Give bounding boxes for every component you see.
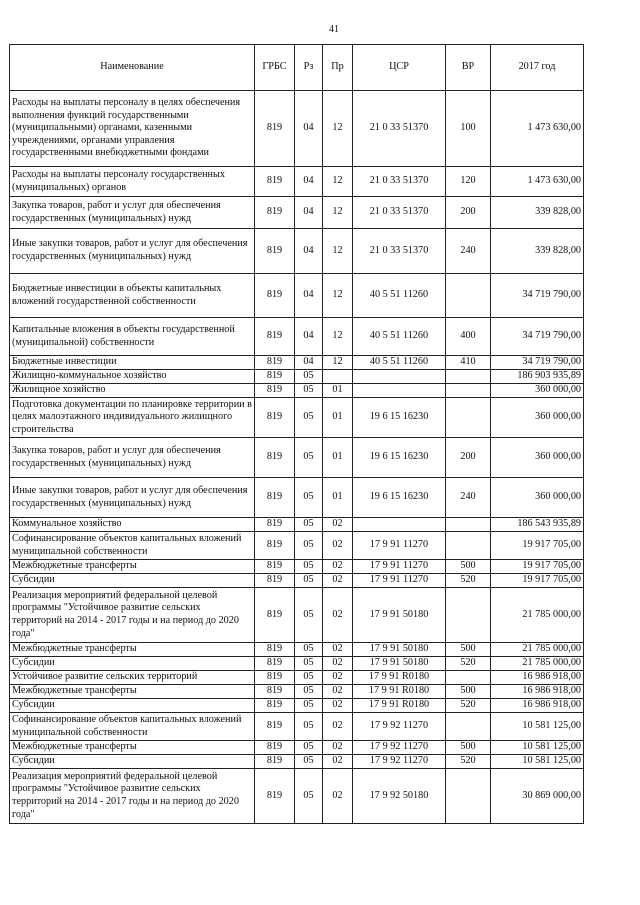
table-row (10, 532, 584, 560)
row-rz: 04 (295, 197, 323, 229)
row-pr: 02 (323, 588, 353, 643)
row-name: Бюджетные инвестиции в объекты капитальных вложений государственной собственности (10, 274, 255, 318)
row-csr: 19 6 15 16230 (353, 438, 446, 478)
row-vr: 240 (446, 229, 491, 274)
table-row (10, 370, 584, 384)
row-pr: 12 (323, 229, 353, 274)
table-row (10, 356, 584, 370)
row-pr: 02 (323, 671, 353, 685)
row-name: Софинансирование объектов капитальных вложений муниципальной собственности (10, 532, 255, 560)
row-grbs: 819 (255, 588, 295, 643)
row-grbs: 819 (255, 560, 295, 574)
row-grbs: 819 (255, 91, 295, 167)
row-csr: 17 9 91 R0180 (353, 699, 446, 713)
row-vr (446, 370, 491, 384)
row-grbs: 819 (255, 384, 295, 398)
row-name: Иные закупки товаров, работ и услуг для обеспечения государственных (муниципальных) нужд (10, 478, 255, 518)
row-rz: 05 (295, 685, 323, 699)
row-name: Межбюджетные трансферты (10, 560, 255, 574)
row-rz: 04 (295, 167, 323, 197)
row-csr: 21 0 33 51370 (353, 197, 446, 229)
row-pr: 01 (323, 478, 353, 518)
row-grbs: 819 (255, 769, 295, 824)
row-vr: 500 (446, 685, 491, 699)
row-rz: 04 (295, 318, 323, 356)
row-rz: 04 (295, 356, 323, 370)
row-vr: 500 (446, 560, 491, 574)
row-sum: 10 581 125,00 (491, 713, 584, 741)
row-sum: 1 473 630,00 (491, 167, 584, 197)
table-row (10, 91, 584, 167)
row-grbs: 819 (255, 318, 295, 356)
row-rz: 05 (295, 518, 323, 532)
table-row (10, 478, 584, 518)
row-csr: 17 9 92 11270 (353, 741, 446, 755)
table-row (10, 755, 584, 769)
table-row (10, 713, 584, 741)
row-sum: 19 917 705,00 (491, 560, 584, 574)
row-grbs: 819 (255, 438, 295, 478)
row-sum: 34 719 790,00 (491, 318, 584, 356)
row-csr: 17 9 91 50180 (353, 643, 446, 657)
row-pr: 02 (323, 769, 353, 824)
row-grbs: 819 (255, 755, 295, 769)
row-sum: 19 917 705,00 (491, 532, 584, 560)
row-pr: 02 (323, 699, 353, 713)
row-vr: 410 (446, 356, 491, 370)
row-vr: 400 (446, 318, 491, 356)
header-name: Наименование (10, 45, 255, 91)
row-csr: 17 9 92 50180 (353, 769, 446, 824)
row-pr: 02 (323, 643, 353, 657)
row-csr: 40 5 51 11260 (353, 356, 446, 370)
row-sum: 16 986 918,00 (491, 685, 584, 699)
row-sum: 19 917 705,00 (491, 574, 584, 588)
row-pr: 02 (323, 574, 353, 588)
row-pr: 12 (323, 274, 353, 318)
row-csr: 21 0 33 51370 (353, 167, 446, 197)
row-sum: 34 719 790,00 (491, 356, 584, 370)
row-pr: 02 (323, 560, 353, 574)
row-vr: 500 (446, 741, 491, 755)
row-name: Иные закупки товаров, работ и услуг для обеспечения государственных (муниципальных) нужд (10, 229, 255, 274)
row-sum: 360 000,00 (491, 478, 584, 518)
header-vr: ВР (446, 45, 491, 91)
row-csr (353, 384, 446, 398)
header-pr: Пр (323, 45, 353, 91)
row-sum: 30 869 000,00 (491, 769, 584, 824)
row-vr: 520 (446, 657, 491, 671)
row-rz: 05 (295, 574, 323, 588)
budget-table (9, 44, 584, 824)
row-vr: 120 (446, 167, 491, 197)
page-number: 41 (329, 24, 339, 35)
row-rz: 05 (295, 643, 323, 657)
row-name: Реализация мероприятий федеральной целевой программы "Устойчивое развитие сельских территорий на 2014 - 2017 годы и на период до 2020 года" (10, 769, 255, 824)
row-vr (446, 769, 491, 824)
row-csr: 21 0 33 51370 (353, 229, 446, 274)
row-grbs: 819 (255, 274, 295, 318)
row-csr: 19 6 15 16230 (353, 478, 446, 518)
table-row (10, 741, 584, 755)
row-csr: 21 0 33 51370 (353, 91, 446, 167)
table-row (10, 574, 584, 588)
row-sum: 360 000,00 (491, 384, 584, 398)
table-row (10, 769, 584, 824)
row-sum: 1 473 630,00 (491, 91, 584, 167)
row-vr (446, 671, 491, 685)
row-sum: 21 785 000,00 (491, 643, 584, 657)
row-name: Закупка товаров, работ и услуг для обеспечения государственных (муниципальных) нужд (10, 197, 255, 229)
row-vr (446, 713, 491, 741)
row-csr (353, 370, 446, 384)
row-vr: 100 (446, 91, 491, 167)
row-csr: 17 9 92 11270 (353, 755, 446, 769)
table-row (10, 560, 584, 574)
row-rz: 05 (295, 560, 323, 574)
table-row (10, 167, 584, 197)
table-row (10, 588, 584, 643)
row-sum: 360 000,00 (491, 438, 584, 478)
row-rz: 05 (295, 370, 323, 384)
row-name: Расходы на выплаты персоналу государственных (муниципальных) органов (10, 167, 255, 197)
row-vr (446, 532, 491, 560)
row-rz: 05 (295, 671, 323, 685)
row-sum: 10 581 125,00 (491, 755, 584, 769)
table-row (10, 398, 584, 438)
row-rz: 05 (295, 532, 323, 560)
row-pr: 02 (323, 518, 353, 532)
row-grbs: 819 (255, 478, 295, 518)
table-row (10, 685, 584, 699)
row-name: Субсидии (10, 699, 255, 713)
row-rz: 05 (295, 769, 323, 824)
row-sum: 21 785 000,00 (491, 588, 584, 643)
row-csr: 17 9 91 11270 (353, 560, 446, 574)
row-pr: 12 (323, 318, 353, 356)
row-pr: 12 (323, 356, 353, 370)
row-rz: 05 (295, 588, 323, 643)
table-row (10, 438, 584, 478)
row-sum: 21 785 000,00 (491, 657, 584, 671)
row-grbs: 819 (255, 713, 295, 741)
row-csr: 17 9 91 50180 (353, 588, 446, 643)
row-name: Субсидии (10, 657, 255, 671)
row-sum: 186 903 935,89 (491, 370, 584, 384)
row-pr: 01 (323, 398, 353, 438)
row-rz: 05 (295, 478, 323, 518)
row-csr: 19 6 15 16230 (353, 398, 446, 438)
row-grbs: 819 (255, 398, 295, 438)
table-row (10, 518, 584, 532)
table-header (10, 45, 584, 91)
table-row (10, 274, 584, 318)
table-row (10, 657, 584, 671)
row-pr: 12 (323, 167, 353, 197)
row-vr: 520 (446, 574, 491, 588)
row-vr (446, 398, 491, 438)
row-grbs: 819 (255, 167, 295, 197)
row-name: Межбюджетные трансферты (10, 741, 255, 755)
row-name: Межбюджетные трансферты (10, 685, 255, 699)
row-grbs: 819 (255, 356, 295, 370)
row-csr: 17 9 91 R0180 (353, 671, 446, 685)
row-rz: 04 (295, 91, 323, 167)
row-grbs: 819 (255, 197, 295, 229)
row-csr: 17 9 91 11270 (353, 574, 446, 588)
row-rz: 04 (295, 229, 323, 274)
table-row (10, 643, 584, 657)
row-csr (353, 518, 446, 532)
row-vr: 240 (446, 478, 491, 518)
row-csr: 17 9 91 50180 (353, 657, 446, 671)
header-year: 2017 год (491, 45, 584, 91)
row-grbs: 819 (255, 532, 295, 560)
row-pr: 02 (323, 741, 353, 755)
row-vr: 200 (446, 197, 491, 229)
row-sum: 339 828,00 (491, 229, 584, 274)
row-name: Капитальные вложения в объекты государственной (муниципальной) собственности (10, 318, 255, 356)
row-csr: 17 9 92 11270 (353, 713, 446, 741)
row-vr: 520 (446, 699, 491, 713)
row-sum: 16 986 918,00 (491, 699, 584, 713)
header-rz: Рз (295, 45, 323, 91)
row-sum: 339 828,00 (491, 197, 584, 229)
row-name: Субсидии (10, 574, 255, 588)
table-row (10, 229, 584, 274)
row-grbs: 819 (255, 370, 295, 384)
row-name: Субсидии (10, 755, 255, 769)
row-grbs: 819 (255, 671, 295, 685)
row-rz: 05 (295, 755, 323, 769)
row-name: Закупка товаров, работ и услуг для обеспечения государственных (муниципальных) нужд (10, 438, 255, 478)
row-csr: 40 5 51 11260 (353, 274, 446, 318)
row-pr: 02 (323, 532, 353, 560)
row-pr: 01 (323, 384, 353, 398)
row-rz: 05 (295, 713, 323, 741)
row-rz: 05 (295, 438, 323, 478)
row-pr: 02 (323, 713, 353, 741)
row-vr (446, 384, 491, 398)
row-csr: 40 5 51 11260 (353, 318, 446, 356)
row-grbs: 819 (255, 643, 295, 657)
row-rz: 05 (295, 384, 323, 398)
header-csr: ЦСР (353, 45, 446, 91)
row-rz: 05 (295, 657, 323, 671)
row-name: Расходы на выплаты персоналу в целях обеспечения выполнения функций государственными (муниципальными) органами, казенными учреждениями, органами управления государственными внебюджетными фондами (10, 91, 255, 167)
row-pr: 02 (323, 685, 353, 699)
row-csr: 17 9 91 11270 (353, 532, 446, 560)
row-rz: 05 (295, 398, 323, 438)
table-row (10, 671, 584, 685)
row-vr (446, 518, 491, 532)
row-sum: 360 000,00 (491, 398, 584, 438)
header-grbs: ГРБС (255, 45, 295, 91)
row-grbs: 819 (255, 741, 295, 755)
row-sum: 186 543 935,89 (491, 518, 584, 532)
row-rz: 05 (295, 741, 323, 755)
row-rz: 04 (295, 274, 323, 318)
row-vr: 520 (446, 755, 491, 769)
table-row (10, 318, 584, 356)
row-name: Межбюджетные трансферты (10, 643, 255, 657)
row-grbs: 819 (255, 574, 295, 588)
row-grbs: 819 (255, 685, 295, 699)
row-vr: 500 (446, 643, 491, 657)
table-row (10, 699, 584, 713)
row-vr (446, 274, 491, 318)
row-pr: 02 (323, 657, 353, 671)
row-pr: 12 (323, 197, 353, 229)
row-name: Реализация мероприятий федеральной целевой программы "Устойчивое развитие сельских территорий на 2014 - 2017 годы и на период до 2020 года" (10, 588, 255, 643)
table-row (10, 197, 584, 229)
row-pr: 02 (323, 755, 353, 769)
table-row (10, 384, 584, 398)
row-grbs: 819 (255, 229, 295, 274)
row-grbs: 819 (255, 657, 295, 671)
row-name: Софинансирование объектов капитальных вложений муниципальной собственности (10, 713, 255, 741)
row-sum: 34 719 790,00 (491, 274, 584, 318)
row-pr: 12 (323, 91, 353, 167)
row-name: Устойчивое развитие сельских территорий (10, 671, 255, 685)
row-name: Бюджетные инвестиции (10, 356, 255, 370)
row-vr (446, 588, 491, 643)
row-pr: 01 (323, 438, 353, 478)
row-pr (323, 370, 353, 384)
row-name: Подготовка документации по планировке территории в целях малоэтажного индивидуального жилищного строительства (10, 398, 255, 438)
row-sum: 10 581 125,00 (491, 741, 584, 755)
row-name: Жилищное хозяйство (10, 384, 255, 398)
row-csr: 17 9 91 R0180 (353, 685, 446, 699)
row-grbs: 819 (255, 518, 295, 532)
row-sum: 16 986 918,00 (491, 671, 584, 685)
row-grbs: 819 (255, 699, 295, 713)
row-name: Жилищно-коммунальное хозяйство (10, 370, 255, 384)
table-body (10, 91, 584, 824)
row-vr: 200 (446, 438, 491, 478)
row-rz: 05 (295, 699, 323, 713)
row-name: Коммунальное хозяйство (10, 518, 255, 532)
